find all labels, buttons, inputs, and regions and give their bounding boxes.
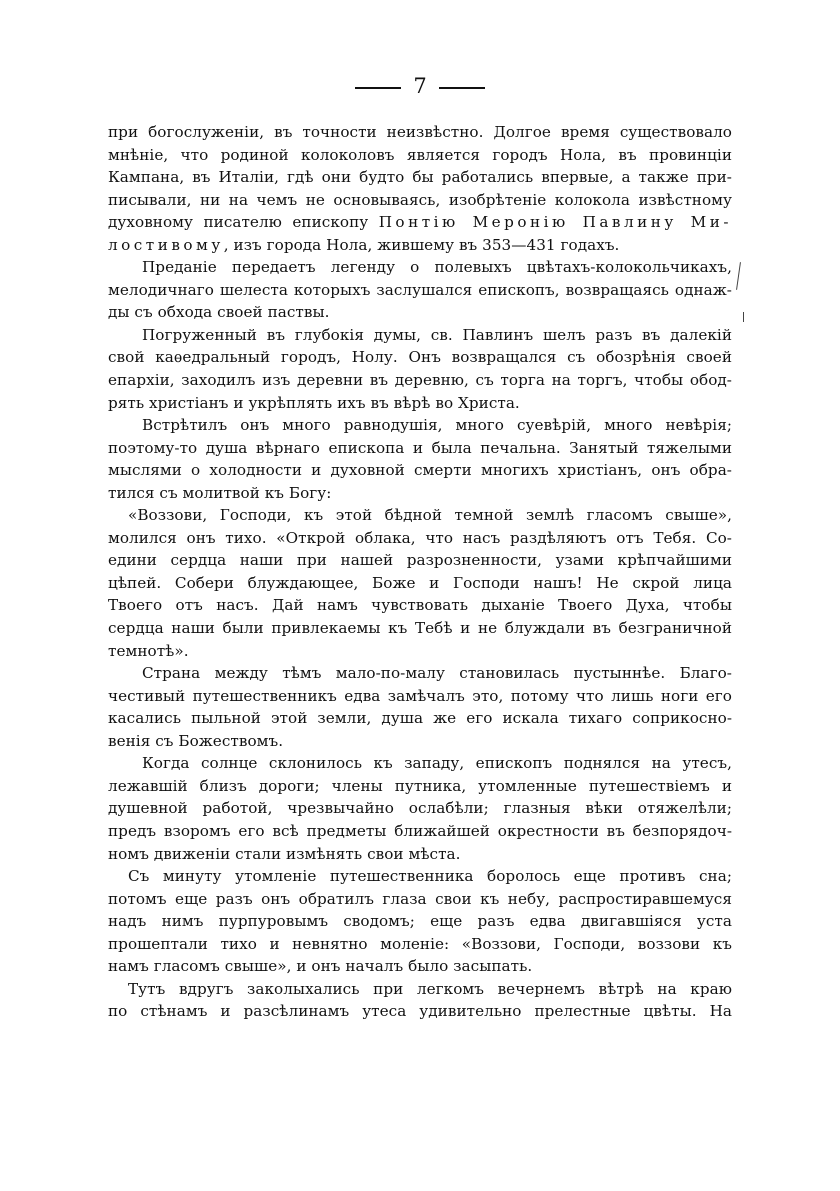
paragraph xyxy=(108,324,732,414)
page-number: 7 xyxy=(413,74,427,98)
text-line: писывали, ни на чемъ не основываясь, изобрѣтеніе колокола извѣстному xyxy=(108,190,732,209)
text-line: лежавшій близъ дороги; члены путника, утомленные путешествіемъ и xyxy=(108,776,732,795)
text-line: намъ гласомъ свыше», и онъ началъ было засыпать. xyxy=(108,957,533,976)
paragraph xyxy=(108,414,732,504)
text-line: цѣпей. Собери блуждающее, Боже и Господи нашъ! Не скрой лица xyxy=(108,573,732,592)
text-line: надъ нимъ пурпуровымъ сводомъ; еще разъ едва двигавшіяся уста xyxy=(108,912,732,931)
margin-pencil-mark xyxy=(736,262,741,290)
paragraph xyxy=(108,978,732,1023)
text-line: Твоего отъ насъ. Дай намъ чувствовать дыханіе Твоего Духа, чтобы xyxy=(108,596,732,615)
paragraph xyxy=(108,865,732,978)
paragraph xyxy=(108,504,732,662)
text-line: свой каѳедральный городъ, Нолу. Онъ возвращался съ обозрѣнія своей xyxy=(108,348,732,367)
text-line: Кампана, въ Италіи, гдѣ они будто бы работались впервые, а также при- xyxy=(108,168,732,187)
text-line: венія съ Божествомъ. xyxy=(108,731,284,750)
text-line: темнотѣ». xyxy=(108,641,189,660)
text-line: молился онъ тихо. «Открой облака, что насъ раздѣляютъ отъ Тебя. Со- xyxy=(108,528,732,547)
text-line: ды съ обхода своей паствы. xyxy=(108,303,330,322)
emphasized-name: Понтію Меронію Павлину Ми- xyxy=(378,213,732,232)
text-line: тился съ молитвой къ Богу: xyxy=(108,483,332,502)
text-line: прошептали тихо и невнятно моленіе: «Воззови, Господи, воззови къ xyxy=(108,934,732,953)
paragraph xyxy=(108,752,732,865)
text-line: Съ минуту утомленіе путешественника боролось еще противъ сна; xyxy=(128,867,732,886)
text-line: «Воззови, Господи, къ этой бѣдной темной землѣ гласомъ свыше», xyxy=(128,506,732,525)
text-line: епархіи, заходилъ изъ деревни въ деревню, съ торга на торгъ, чтобы обод- xyxy=(108,371,732,390)
text-line: касались пыльной этой земли, душа же его искала тихаго соприкосно- xyxy=(108,709,732,728)
text-line: Когда солнце склонилось къ западу, епископъ поднялся на утесъ, xyxy=(142,754,732,773)
text-line: Тутъ вдругъ заколыхались при легкомъ вечернемъ вѣтрѣ на краю xyxy=(128,979,732,998)
right-rule xyxy=(439,87,485,89)
margin-pencil-dot xyxy=(743,312,744,322)
text-line: духовному писателю епископу Понтію Меронію Павлину Ми- xyxy=(108,213,732,232)
text-line: поэтому-то душа вѣрнаго епископа и была печальна. Занятый тяжелыми xyxy=(108,438,732,457)
text-line: Страна между тѣмъ мало-по-малу становилась пустыннѣе. Благо- xyxy=(142,664,732,683)
text-line: мыслями о холодности и духовной смерти многихъ христіанъ, онъ обра- xyxy=(108,461,732,480)
paragraph xyxy=(108,121,732,256)
text-line: лостивому, изъ города Нола, жившему въ 353—431 годахъ. xyxy=(108,235,620,254)
text-line: сердца наши были привлекаемы къ Тебѣ и не блуждали въ безграничной xyxy=(108,619,732,638)
text-line: рять христіанъ и укрѣплять ихъ въ вѣрѣ во Христа. xyxy=(108,393,520,412)
page-number-header xyxy=(0,74,840,98)
text-line: по стѣнамъ и разсѣлинамъ утеса удивительно прелестные цвѣты. На xyxy=(108,1002,732,1021)
left-rule xyxy=(355,87,401,89)
text-line: едини сердца наши при нашей разрозненности, узами крѣпчайшими xyxy=(108,551,732,570)
text-line: душевной работой, чрезвычайно ослабѣли; глазныя вѣки отяжелѣли; xyxy=(108,799,732,818)
text-line: честивый путешественникъ едва замѣчалъ это, потому что лишь ноги его xyxy=(108,686,732,705)
text-line: Погруженный въ глубокія думы, св. Павлинъ шелъ разъ въ далекій xyxy=(142,325,732,344)
text-line: Встрѣтилъ онъ много равнодушія, много суевѣрій, много невѣрія; xyxy=(142,416,732,435)
body-text xyxy=(108,121,732,1023)
text-line: при богослуженіи, въ точности неизвѣстно. Долгое время существовало xyxy=(108,123,732,141)
text-line: мнѣніе, что родиной колоколовъ является городъ Нола, въ провинціи xyxy=(108,145,732,164)
text-line: Преданіе передаетъ легенду о полевыхъ цвѣтахъ-колокольчикахъ, xyxy=(142,258,732,277)
emphasized-name: лостивому xyxy=(108,235,224,254)
text-line: предъ взоромъ его всѣ предметы ближайшей окрестности въ безпорядоч- xyxy=(108,821,732,840)
text-line: номъ движеніи стали измѣнять свои мѣста. xyxy=(108,844,461,863)
text-line: потомъ еще разъ онъ обратилъ глаза свои къ небу, распростиравшемуся xyxy=(108,889,732,908)
paragraph xyxy=(108,662,732,752)
text-line: мелодичнаго шелеста которыхъ заслушался епископъ, возвращаясь однаж- xyxy=(108,280,732,299)
paragraph xyxy=(108,256,732,324)
